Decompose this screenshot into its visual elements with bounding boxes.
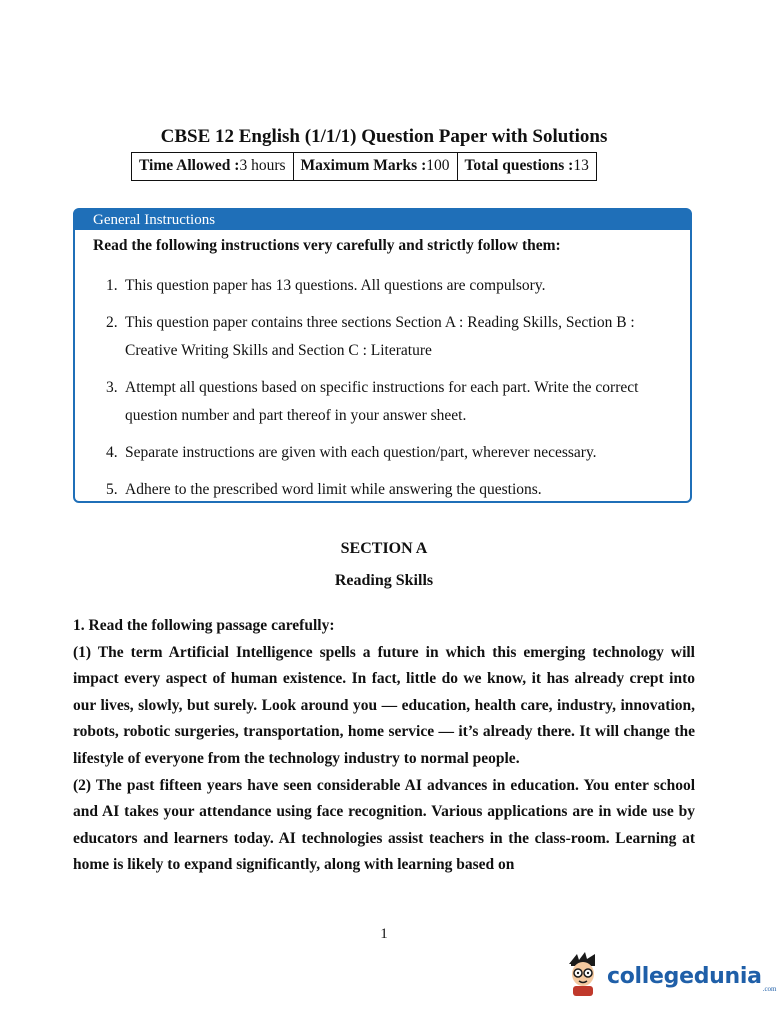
question-prompt: 1. Read the following passage carefully:	[73, 617, 335, 634]
instruction-item	[75, 374, 675, 430]
instruction-item	[75, 272, 675, 300]
maximum-marks-label: Maximum Marks :	[300, 157, 427, 174]
page-title: CBSE 12 English (1/1/1) Question Paper with Solutions	[160, 126, 608, 147]
maximum-marks-value: 100	[426, 157, 450, 174]
instruction-text: Attempt all questions based on specific instructions for each part. Write the correct question number and part thereof in your answer sheet.	[125, 379, 639, 424]
passage-paragraph: (1) The term Artificial Intelligence spells a future in which this emerging technology will impact every aspect of human existence. In fact, little do we know, it has already crept into our lives, slowly, but surely. Look around you — education, health care, industry, innovation, robots, robotic surgeries, transportation, home service — it’s already there. It will change the lifestyle of everyone from the technology industry to normal people.	[73, 643, 695, 767]
instruction-text: Separate instructions are given with each question/part, wherever necessary.	[125, 444, 597, 461]
time-allowed-label: Time Allowed :	[139, 157, 240, 174]
general-instructions-box	[73, 208, 692, 503]
total-questions-label: Total questions :	[464, 157, 574, 174]
section-heading: SECTION A	[340, 540, 428, 557]
instruction-number: 3.	[106, 379, 118, 396]
maximum-marks-cell	[293, 153, 457, 181]
passage-paragraph: (2) The past fifteen years have seen considerable AI advances in education. You enter school and AI takes your attendance using face recognition. Various applications are in wide use by educators and learners today. AI technologies assist teachers in the class-room. Learning at home is likely to expand significantly, along with learning based on	[73, 776, 695, 874]
time-allowed-cell	[132, 153, 294, 181]
instruction-number: 4.	[106, 444, 118, 461]
logo-text: collegedunia	[607, 964, 762, 989]
instruction-text: This question paper has 13 questions. All questions are compulsory.	[125, 277, 546, 294]
instruction-item	[75, 476, 675, 504]
instruction-number: 5.	[106, 481, 118, 498]
instruction-number: 2.	[106, 314, 118, 331]
total-questions-value: 13	[573, 157, 589, 174]
instruction-item	[75, 309, 675, 365]
time-allowed-value: 3 hours	[239, 157, 286, 174]
logo-suffix: .com	[762, 985, 777, 993]
collegedunia-logo	[563, 950, 777, 1003]
instructions-header: General Instructions	[75, 210, 690, 230]
page-number: 1	[380, 926, 388, 942]
instruction-item	[75, 439, 675, 467]
instructions-lead: Read the following instructions very carefully and strictly follow them:	[93, 237, 561, 254]
instruction-text: This question paper contains three sections Section A : Reading Skills, Section B : Creative Writing Skills and Section C : Literature	[125, 314, 635, 359]
instruction-number: 1.	[106, 277, 118, 294]
reading-passage	[73, 613, 695, 879]
exam-meta-table	[131, 152, 597, 181]
instructions-list	[75, 272, 675, 504]
section-subheading: Reading Skills	[334, 572, 434, 589]
total-questions-cell	[457, 153, 596, 181]
mascot-icon	[563, 950, 603, 1003]
instruction-text: Adhere to the prescribed word limit while answering the questions.	[125, 481, 542, 498]
